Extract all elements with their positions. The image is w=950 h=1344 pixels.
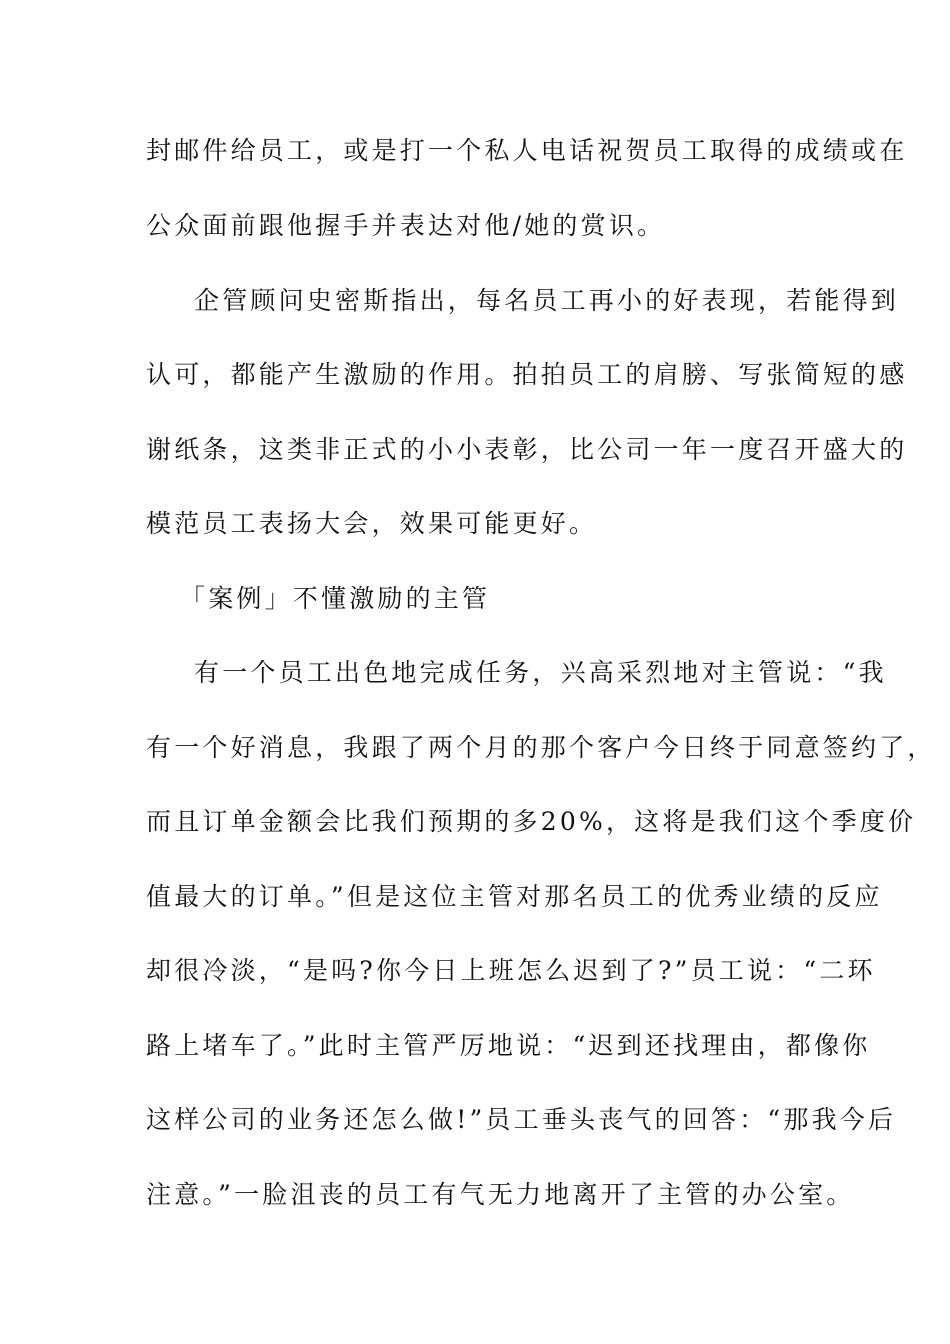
text-line: 公众面前跟他握手并表达对他/她的赏识。 [146, 211, 666, 240]
text-line: 模范员工表扬大会，效果可能更好。 [146, 509, 598, 538]
text-line: 封邮件给员工，或是打一个私人电话祝贺员工取得的成绩或在 [146, 136, 908, 165]
text-line: 认可，都能产生激励的作用。拍拍员工的肩膀、写张简短的感 [146, 360, 908, 389]
text-line: 有一个好消息，我跟了两个月的那个客户今日终于同意签约了， [146, 733, 936, 762]
text-line: 这样公司的业务还怎么做!”员工垂头丧气的回答：“那我今后 [146, 1105, 897, 1134]
text-line: 而且订单金额会比我们预期的多20%，这将是我们这个季度价 [146, 807, 917, 836]
text-line: 路上堵车了。”此时主管严厉地说：“迟到还找理由，都像你 [146, 1031, 871, 1060]
text-line: 值最大的订单。”但是这位主管对那名员工的优秀业绩的反应 [146, 882, 883, 911]
text-line: 谢纸条，这类非正式的小小表彰，比公司一年一度召开盛大的 [146, 435, 908, 464]
text-line: 注意。”一脸沮丧的员工有气无力地离开了主管的办公室。 [146, 1180, 855, 1209]
text-line: 却很冷淡，“是吗?你今日上班怎么迟到了?”员工说：“二环 [146, 956, 876, 985]
paragraph-start-line: 企管顾问史密斯指出，每名员工再小的好表现，若能得到 [194, 286, 900, 315]
paragraph-start-line: 有一个员工出色地完成任务，兴高采烈地对主管说：“我 [194, 658, 887, 687]
section-heading: 「案例」不懂激励的主管 [180, 584, 491, 613]
